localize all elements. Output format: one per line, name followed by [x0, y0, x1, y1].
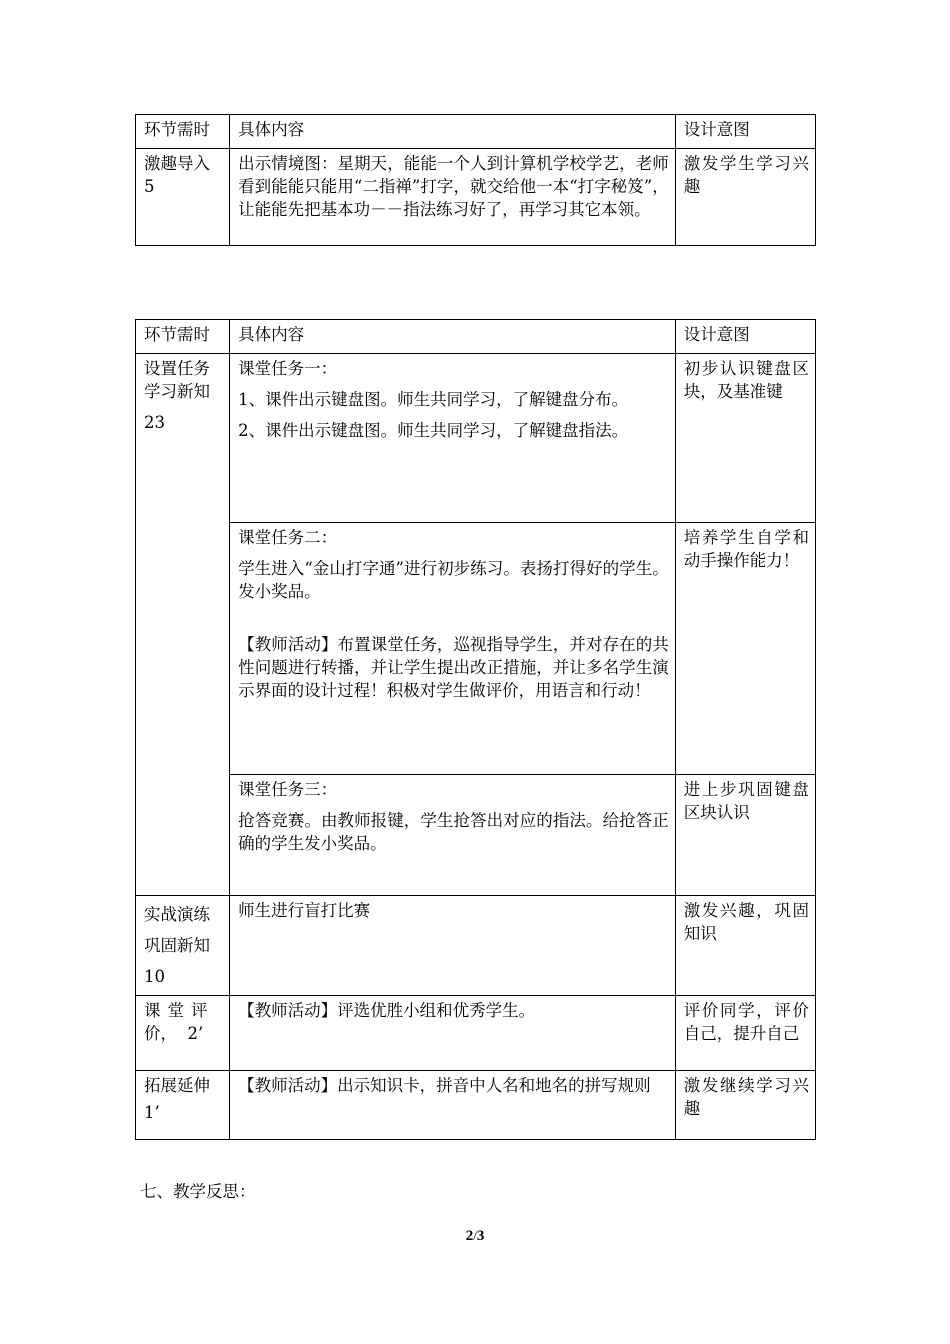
stage-time: 5	[144, 177, 155, 196]
intent-cell: 激发兴趣，巩固知识	[675, 896, 815, 996]
task-title: 课堂任务一：	[238, 359, 338, 378]
stage-cell	[136, 354, 230, 896]
task-text: 抢答竞赛。由教师报键，学生抢答出对应的指法。给抢答正确的学生发小奖品。	[238, 811, 669, 853]
header-stage: 环节需时	[136, 115, 230, 149]
teacher-activity: 【教师活动】布置课堂任务，巡视指导学生，并对存在的共性问题进行转播，并让学生提出改正措施，并让多名学生演示界面的设计过程！积极对学生做评价，用语言和行动！	[238, 635, 669, 700]
header-content: 具体内容	[230, 320, 676, 354]
header-intent: 设计意图	[675, 115, 815, 149]
table-row	[136, 523, 816, 775]
content-cell: 【教师活动】出示知识卡，拼音中人名和地名的拼写规则	[230, 1071, 676, 1140]
task-title: 课堂任务三：	[238, 780, 338, 799]
stage-cell	[136, 996, 230, 1071]
intent-cell: 初步认识键盘区块，及基准键	[675, 354, 815, 523]
task-text: 学生进入“金山打字通”进行初步练习。表扬打得好的学生。发小奖品。	[238, 559, 669, 601]
table-row	[136, 149, 816, 246]
content-cell: 出示情境图：星期天，能能一个人到计算机学校学艺，老师看到能能只能用“二指禅”打字，就交给他一本“打字秘笈”，让能能先把基本功－－指法练习好了，再学习其它本领。	[230, 149, 676, 246]
lesson-intro-table	[135, 114, 816, 246]
page-separator: /	[473, 1228, 477, 1243]
stage-name: 激趣导入	[144, 154, 210, 173]
lesson-process-table	[135, 319, 816, 1140]
intent-cell: 激发继续学习兴趣	[675, 1071, 815, 1140]
page-number	[0, 1228, 950, 1245]
page-current: 2	[465, 1228, 474, 1244]
content-cell: 【教师活动】评选优胜小组和优秀学生。	[230, 996, 676, 1071]
stage-time: 1’	[144, 1103, 160, 1122]
reflection-heading: 七、教学反思：	[140, 1182, 256, 1201]
stage-name: 拓展延伸	[144, 1076, 210, 1095]
intent-cell: 进上步巩固键盘区块认识	[675, 775, 815, 896]
intent-cell: 培养学生自学和动手操作能力！	[675, 523, 815, 775]
task-item: 1、课件出示键盘图。师生共同学习，了解键盘分布。	[238, 390, 629, 409]
intent-cell: 激发学生学习兴趣	[675, 149, 815, 246]
table-header-row	[136, 320, 816, 354]
header-content: 具体内容	[230, 115, 676, 149]
header-intent: 设计意图	[675, 320, 815, 354]
content-cell	[230, 354, 676, 523]
content-cell	[230, 523, 676, 775]
table-row	[136, 1071, 816, 1140]
intent-cell: 评价同学，评价自己，提升自己	[675, 996, 815, 1071]
stage-name-line1: 设置任务	[144, 359, 210, 378]
stage-name-line2: 价， 2’	[144, 1024, 204, 1043]
stage-name-line1: 课堂评	[144, 1001, 215, 1020]
table-row	[136, 775, 816, 896]
stage-time: 23	[144, 413, 165, 432]
table-row	[136, 996, 816, 1071]
stage-cell	[136, 896, 230, 996]
page-total: 3	[476, 1228, 485, 1244]
stage-cell	[136, 149, 230, 246]
content-cell: 师生进行盲打比赛	[230, 896, 676, 996]
header-stage: 环节需时	[136, 320, 230, 354]
table-row	[136, 896, 816, 996]
stage-cell	[136, 1071, 230, 1140]
stage-time: 10	[144, 967, 165, 986]
stage-name-line1: 实战演练	[144, 905, 210, 924]
table-row	[136, 354, 816, 523]
content-cell	[230, 775, 676, 896]
stage-name-line2: 巩固新知	[144, 936, 210, 955]
task-item: 2、课件出示键盘图。师生共同学习，了解键盘指法。	[238, 421, 629, 440]
stage-name-line2: 学习新知	[144, 382, 210, 401]
task-title: 课堂任务二：	[238, 528, 338, 547]
table-header-row	[136, 115, 816, 149]
